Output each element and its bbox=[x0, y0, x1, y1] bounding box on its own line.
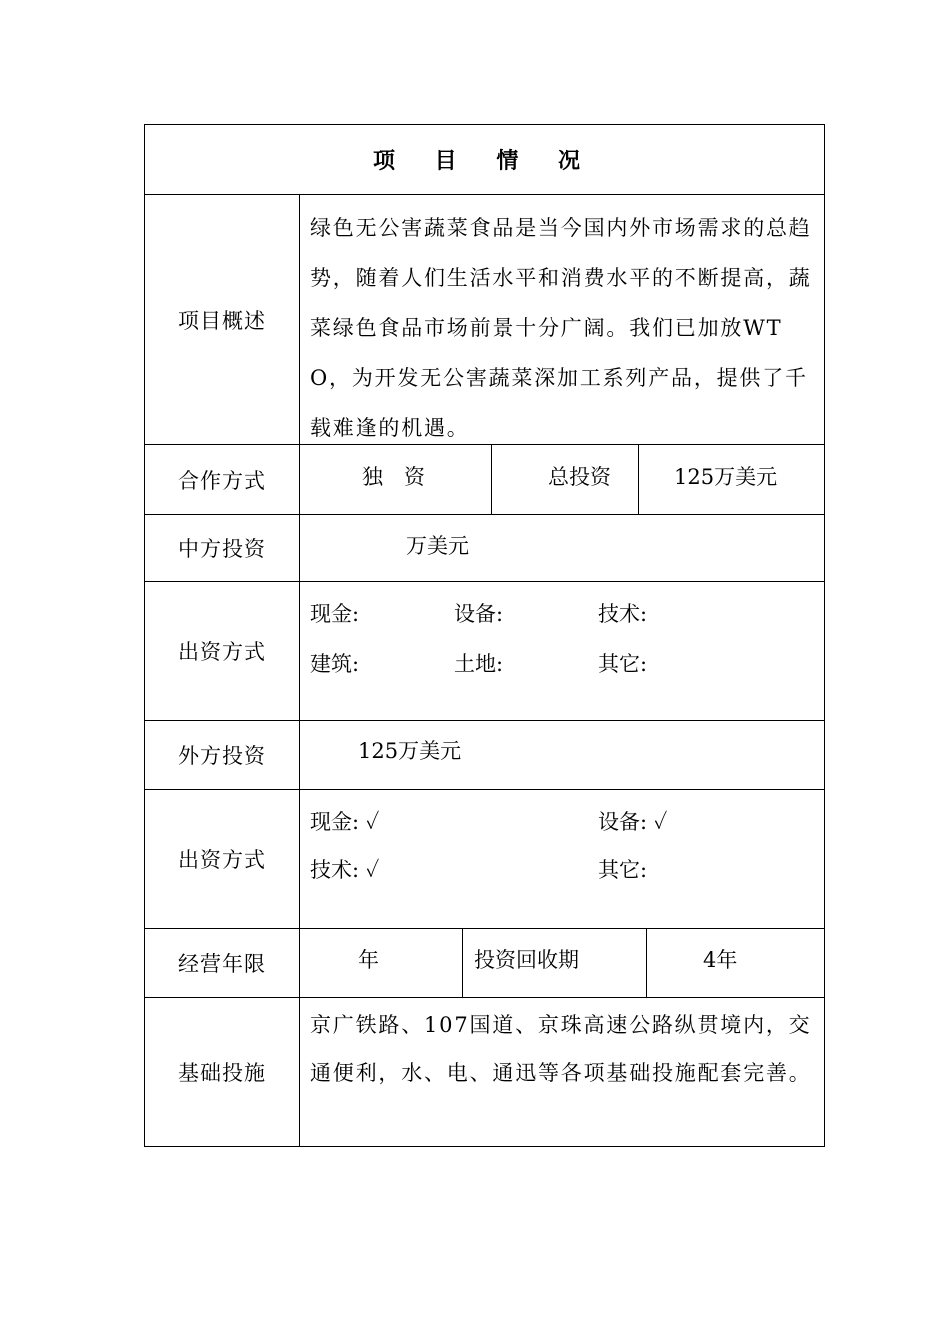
foreign-investment-cell bbox=[300, 721, 824, 789]
payback-value: 4年 bbox=[703, 948, 738, 972]
cooperation-mode: 独 资 bbox=[362, 465, 425, 489]
fr-cash: 现金: ✓ bbox=[310, 810, 380, 834]
foreign-investment-label: 外方投资 bbox=[145, 721, 300, 789]
cn-technology: 技术: bbox=[598, 602, 648, 626]
chinese-investment-label: 中方投资 bbox=[145, 515, 300, 581]
divider bbox=[638, 445, 639, 514]
overview-label: 项目概述 bbox=[145, 195, 300, 444]
cooperation-cell bbox=[300, 445, 824, 514]
chinese-contribution-label: 出资方式 bbox=[145, 582, 300, 720]
chinese-investment-value: 万美元 bbox=[406, 534, 469, 558]
foreign-investment-value: 125万美元 bbox=[358, 739, 462, 763]
overview-cell bbox=[300, 195, 824, 444]
cooperation-label: 合作方式 bbox=[145, 445, 300, 514]
chinese-investment-cell bbox=[300, 515, 824, 581]
foreign-contribution-cell bbox=[300, 790, 824, 928]
chinese-investment-row bbox=[145, 515, 824, 582]
term-cell bbox=[300, 929, 824, 997]
term-years: 年 bbox=[358, 948, 379, 972]
divider bbox=[491, 445, 492, 514]
cn-other: 其它: bbox=[598, 652, 648, 676]
payback-label: 投资回收期 bbox=[474, 948, 579, 972]
project-info-table bbox=[144, 124, 825, 1147]
infrastructure-label: 基础投施 bbox=[145, 998, 300, 1146]
fr-equipment: 设备: ✓ bbox=[598, 810, 668, 834]
term-row bbox=[145, 929, 824, 998]
total-investment-label: 总投资 bbox=[548, 465, 611, 489]
foreign-contribution-label: 出资方式 bbox=[145, 790, 300, 928]
infrastructure-cell bbox=[300, 998, 824, 1146]
foreign-investment-row bbox=[145, 721, 824, 790]
fr-other: 其它: bbox=[598, 858, 648, 882]
divider bbox=[646, 929, 647, 997]
term-label: 经营年限 bbox=[145, 929, 300, 997]
cooperation-row bbox=[145, 445, 824, 515]
infrastructure-row bbox=[145, 998, 824, 1146]
chinese-contribution-cell bbox=[300, 582, 824, 720]
cn-equipment: 设备: bbox=[454, 602, 504, 626]
cn-land: 土地: bbox=[454, 652, 504, 676]
cn-building: 建筑: bbox=[310, 652, 360, 676]
chinese-contribution-row bbox=[145, 582, 824, 721]
total-investment-value: 125万美元 bbox=[674, 465, 778, 489]
overview-text: 绿色无公害蔬菜食品是当今国内外市场需求的总趋势，随着人们生活水平和消费水平的不断提高，蔬菜绿色食品市场前景十分广阔。我们已加放WTO，为开发无公害蔬菜深加工系列产品，提供了千载难逢的机遇。 bbox=[310, 216, 812, 440]
overview-row bbox=[145, 195, 824, 445]
divider bbox=[462, 929, 463, 997]
table-title-row bbox=[145, 125, 824, 195]
table-title: 项 目 情 况 bbox=[373, 148, 596, 174]
cn-cash: 现金: bbox=[310, 602, 360, 626]
foreign-contribution-row bbox=[145, 790, 824, 929]
infrastructure-text: 京广铁路、107国道、京珠高速公路纵贯境内，交通便利，水、电、通迅等各项基础投施配套完善。 bbox=[310, 1013, 812, 1085]
fr-technology: 技术: ✓ bbox=[310, 858, 380, 882]
